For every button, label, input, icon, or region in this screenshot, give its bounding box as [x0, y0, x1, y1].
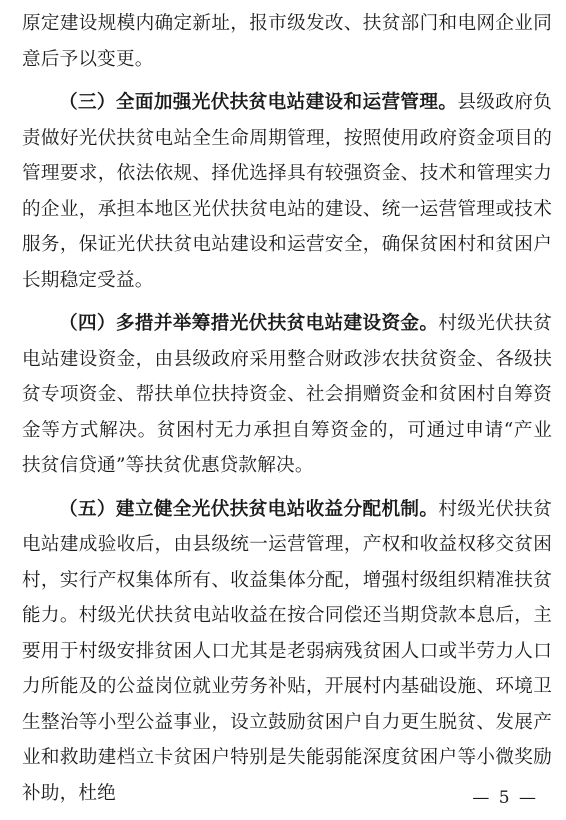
paragraph-text: 村级光伏扶贫电站建成验收后，由县级统一运营管理，产权和收益权移交贫困村，实行产权集体所有、收益集体分配，增强村级组织精准扶贫能力。村级光伏扶贫电站收益在按合同偿还当期贷款本息后，主要用于村级安排贫困人口尤其是老弱病残贫困人口或半劳力人口力所能及的公益岗位就业劳务补贴，开展村内基础设施、环境卫生整治等小型公益事业，设立鼓励贫困户自力更生脱贫、发展产业和救助建档立卡贫困户特别是失能弱能深度贫困户等小微奖励补助，杜绝: [22, 498, 552, 804]
paragraph-gap: [22, 77, 552, 85]
paragraph-section-5: [22, 492, 552, 812]
paragraph-text: 县级政府负责做好光伏扶贫电站全生命周期管理，按照使用政府资金项目的管理要求，依法依规、择优选择具有较强资金、技术和管理实力的企业，承担本地区光伏扶贫电站的建设、统一运营管理或技术服务，保证光伏扶贫电站建设和运营安全，确保贫困村和贫困户长期稳定受益。: [22, 92, 552, 291]
paragraph-continuation: [22, 6, 552, 77]
section-heading: （五）建立健全光伏扶贫电站收益分配机制。: [59, 498, 439, 520]
paragraph-section-4: [22, 306, 552, 484]
paragraph-text: 原定建设规模内确定新址，报市级发改、扶贫部门和电网企业同意后予以变更。: [22, 13, 552, 70]
paragraph-gap: [22, 298, 552, 306]
paragraph-text: 村级光伏扶贫电站建设资金，由县级政府采用整合财政涉农扶贫资金、各级扶贫专项资金、帮扶单位扶持资金、社会捐赠资金和贫困村自筹资金等方式解决。贫困村无力承担自筹资金的，可通过申请“产业扶贫信贷通”等扶贫优惠贷款解决。: [22, 313, 552, 476]
paragraph-section-3: [22, 85, 552, 298]
section-heading: （四）多措并举筹措光伏扶贫电站建设资金。: [59, 313, 439, 334]
paragraph-gap: [22, 484, 552, 492]
document-body: [22, 6, 552, 811]
page-number: — 5 —: [472, 788, 538, 808]
section-heading: （三）全面加强光伏扶贫电站建设和运营管理。: [59, 92, 458, 113]
